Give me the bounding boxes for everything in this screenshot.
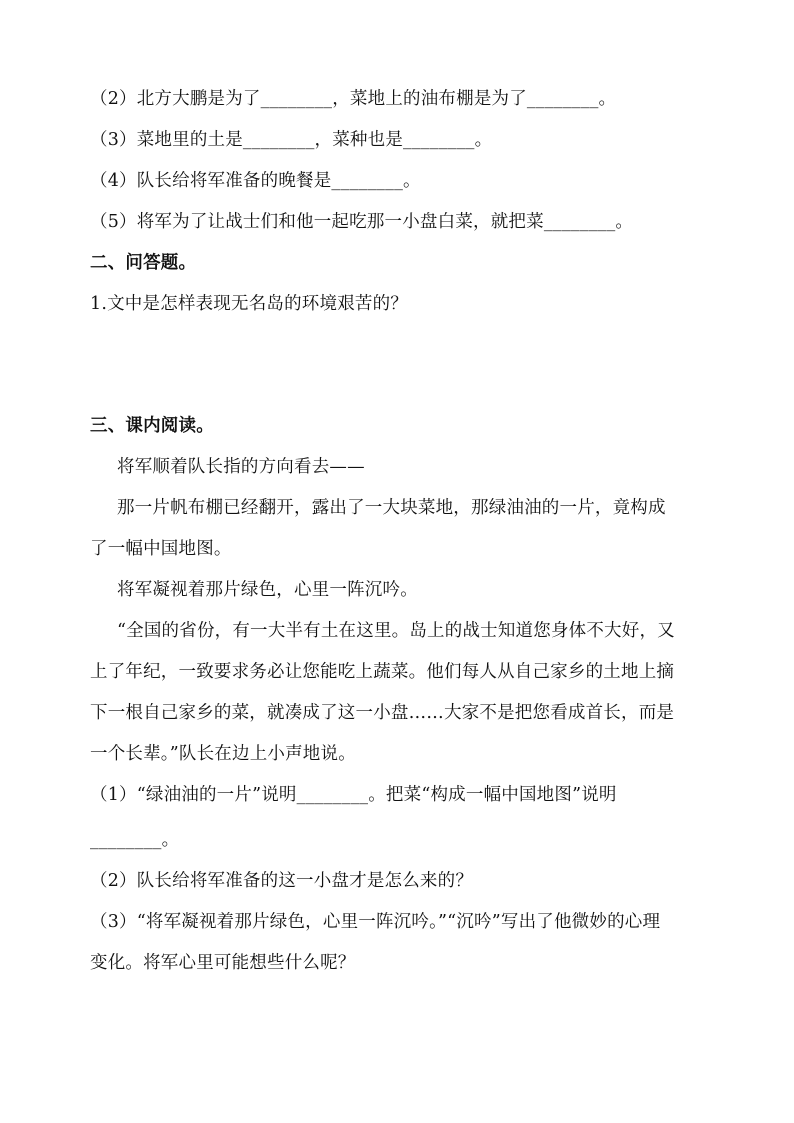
passage-line: 上了年纪，一致要求务必让您能吃上蔬菜。他们每人从自己家乡的土地上摘: [90, 662, 675, 682]
passage-line: 了一幅中国地图。: [90, 539, 232, 559]
passage-line: 下一根自己家乡的菜，就凑成了这一小盘……大家不是把您看成首长，而是: [90, 703, 675, 723]
passage-line: “全国的省份，有一大半有土在这里。岛上的战士知道您身体不大好，又: [117, 621, 675, 641]
passage-line: 那一片帆布棚已经翻开，露出了一大块菜地，那绿油油的一片，竟构成: [117, 498, 666, 518]
section-heading-qa: 二、问答题。: [90, 253, 197, 273]
qa-question-1: 1.文中是怎样表现无名岛的环境艰苦的？: [90, 294, 408, 314]
reading-question-1: （1）“绿油油的一片”说明________。把菜“构成一幅中国地图”说明: [90, 785, 617, 805]
passage-line: 将军顺着队长指的方向看去——: [117, 457, 365, 477]
passage-line: 一个长辈。”队长在边上小声地说。: [90, 744, 356, 764]
reading-question-1-cont: ________。: [90, 830, 180, 850]
fill-question-3: （3）菜地里的土是________，菜种也是________。: [90, 130, 493, 150]
reading-question-3: （3）“将军凝视着那片绿色，心里一阵沉吟。”“沉吟”写出了他微妙的心理: [90, 912, 661, 932]
fill-question-5: （5）将军为了让战士们和他一起吃那一小盘白菜，就把菜________。: [90, 212, 634, 232]
fill-question-2: （2）北方大鹏是为了________，菜地上的油布棚是为了________。: [90, 89, 617, 109]
reading-question-3-cont: 变化。将军心里可能想些什么呢？: [90, 953, 356, 973]
reading-question-2: （2）队长给将军准备的这一小盘才是怎么来的？: [90, 871, 474, 891]
section-heading-reading: 三、课内阅读。: [90, 416, 214, 436]
fill-question-4: （4）队长给将军准备的晚餐是________。: [90, 171, 421, 191]
passage-line: 将军凝视着那片绿色，心里一阵沉吟。: [117, 580, 418, 600]
